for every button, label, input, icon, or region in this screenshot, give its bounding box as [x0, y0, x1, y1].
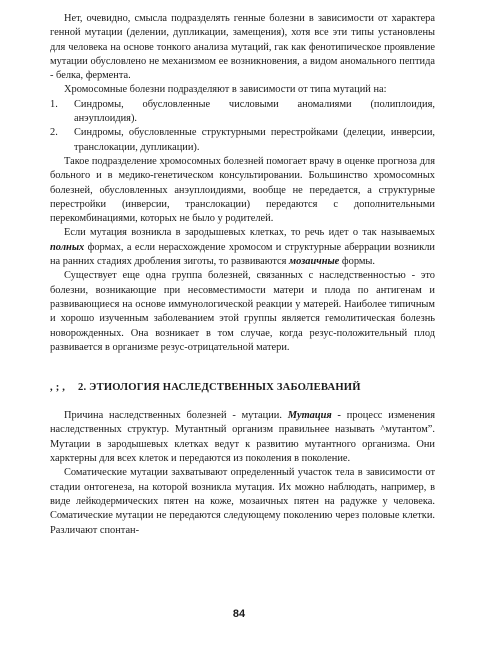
paragraph-genetic-mutations: Нет, очевидно, смысла подразделять генные болезни в зависимости от характера генной мутации (делении, дупликации, замещения), хотя все эти типы установлены для человека на основе тонкого анализа мутаций, гак как фенотипическое проявление мутации обусловлено не механизмом ее возникновения, а видом аномального пептида - белка, фермента.: [50, 13, 435, 82]
list-item-text: Синдромы, обусловленные структурными перестройками (делеции, инверсии, транслокации, дупликации).: [74, 127, 435, 153]
list-item-number: 2.: [50, 127, 58, 139]
paragraph-somatic-mutations: Соматические мутации захватывают определенный участок тела в зависимости от стадии онтогенеза, на которой возникла мутация. Их можно наблюдать, например, в виде лейкодермических пятен на коже, мозаичных пятен на радужке у человека. Соматические мутации не передаются следующему поколению через половые клетки. Различают спонтан-: [50, 467, 435, 536]
text-run: Причина наследственных болезней - мутации.: [64, 410, 288, 422]
heading-marks: , ; ,: [50, 382, 66, 394]
page-number: 84: [232, 608, 246, 620]
text-run: формах, а если нерасхождение хромосом и структурные аберрации возникли на ранних стадиях дробления зиготы, то развиваются: [50, 241, 435, 268]
document-page: [50, 12, 435, 538]
chromosomal-syndrome-list: [50, 98, 435, 155]
paragraph-mutation-definition: [50, 409, 435, 466]
paragraph-full-mosaic-forms: [50, 226, 435, 269]
paragraph-immunological: Существует еще одна группа болезней, связанных с наследственностью - это болезни, возникающие при несовместимости матери и плода по антигенам и развивающиеся на основе иммунологической реакции у матерей. Наиболее типичным и хорошо изученным заболеванием этой группы является гемолитическая болезнь новорожденных. Она возникает в том случае, когда резус-положительный плод развивается в организме резус-отрицательной матери.: [50, 270, 435, 353]
paragraph-prognosis: Такое подразделение хромосомных болезней помогает врачу в оценке прогноза для больного и в медико-генетическом консультировании. Большинство хромосомных болезней, обусловленных анэуплоидиями, вообще не передается, а структурные перестройки (инверсии, транслокации) передаются с дополнительными перекомбинациями, которых не было у родителей.: [50, 155, 435, 225]
paragraph-chromosomal-intro: Хромосомные болезни подразделяют в зависимости от типа мутаций на:: [64, 84, 387, 96]
emphasis-mutation: Мутация -: [287, 410, 342, 422]
section-heading: [50, 381, 435, 395]
text-run: Если мутация возникла в зародышевых клетках, то речь идет о так называемых: [64, 227, 435, 239]
text-run: процесс изменения наследственных структур. Мутантный организм правильнее называть ^мутантом”. Мутации в зародышевых клетках ведут к развитию мутантного организма. Они харктерны для всех клеток и передаются из поколения в поколение.: [50, 410, 435, 465]
text-run: формы.: [339, 256, 376, 268]
list-item-number: 1.: [50, 98, 58, 110]
emphasis-full: полных: [50, 241, 85, 253]
emphasis-mosaic: мозаичные: [289, 256, 340, 268]
list-item: [50, 98, 435, 127]
list-item: [50, 126, 435, 155]
list-item-text: Синдромы, обусловленные числовыми аномалиями (полиплоидия, анэуплоидия).: [74, 98, 435, 125]
heading-title: 2. ЭТИОЛОГИЯ НАСЛЕДСТВЕННЫХ ЗАБОЛЕВАНИЙ: [77, 382, 361, 394]
